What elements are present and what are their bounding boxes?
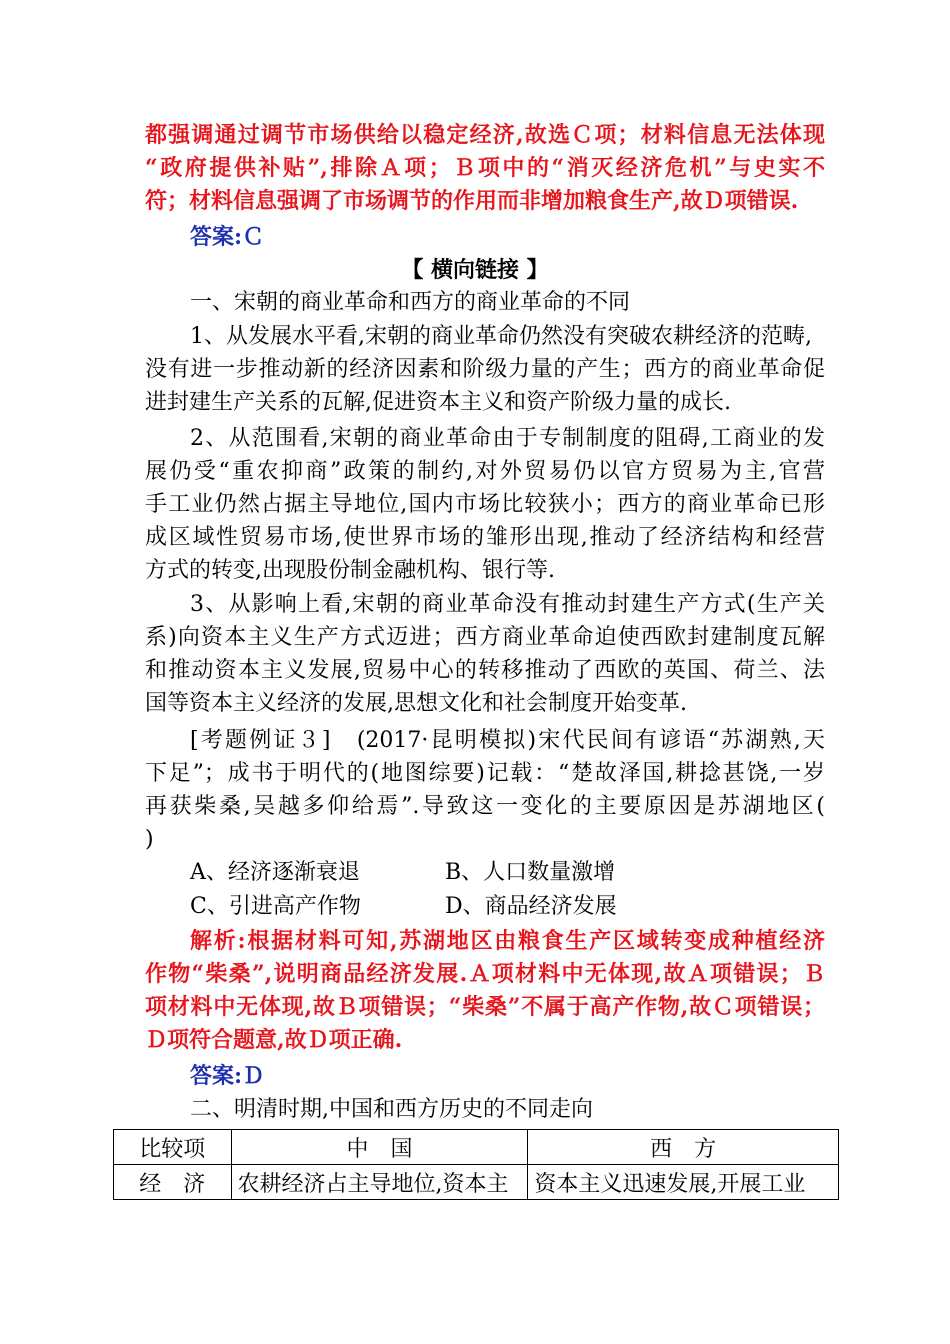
option-a: A、经济逐渐衰退 bbox=[190, 860, 360, 885]
section-title: 【 横向链接 】 bbox=[401, 257, 549, 283]
heading-1: 一、宋朝的商业革命和西方的商业革命的不同 bbox=[190, 290, 631, 315]
table-header-cell: 西 方 bbox=[528, 1130, 839, 1165]
paragraph-line: 和推动资本主义发展,贸易中心的转移推动了西欧的英国、荷兰、法 bbox=[145, 658, 825, 683]
question-line: 再获柴桑,吴越多仰给焉”.导致这一变化的主要原因是苏湖地区( bbox=[145, 794, 825, 819]
table-header-cell: 比较项 bbox=[114, 1130, 232, 1165]
option-d: D、商品经济发展 bbox=[445, 894, 617, 919]
paragraph-line: 成区域性贸易市场,使世界市场的雏形出现,推动了经济结构和经营 bbox=[145, 525, 825, 550]
paragraph-line: 1、从发展水平看,宋朝的商业革命仍然没有突破农耕经济的范畴, bbox=[190, 324, 812, 349]
paragraph-line: 3、从影响上看,宋朝的商业革命没有推动封建生产方式(生产关 bbox=[190, 592, 825, 617]
table-header-cell: 中 国 bbox=[231, 1130, 528, 1165]
heading-2: 二、明清时期,中国和西方历史的不同走向 bbox=[190, 1097, 593, 1122]
analysis-line: 解析:根据材料可知,苏湖地区由粮食生产区域转变成种植经济 bbox=[190, 928, 825, 954]
answer-label: 答案:Ｃ bbox=[190, 224, 265, 250]
question-line: [考题例证３] (2017·昆明模拟)宋代民间有谚语“苏湖熟,天 bbox=[190, 728, 825, 753]
paragraph-line: 进封建生产关系的瓦解,促进资本主义和资产阶级力量的成长. bbox=[145, 390, 731, 415]
analysis-line: 都强调通过调节市场供给以稳定经济,故选Ｃ项；材料信息无法体现 bbox=[145, 122, 825, 148]
table-cell: 经 济 bbox=[114, 1165, 232, 1200]
table-cell: 农耕经济占主导地位,资本主 bbox=[231, 1165, 528, 1200]
paragraph-line: 没有进一步推动新的经济因素和阶级力量的产生；西方的商业革命促 bbox=[145, 357, 825, 382]
analysis-line: 作物“柴桑”,说明商品经济发展.Ａ项材料中无体现,故Ａ项错误；Ｂ bbox=[145, 961, 825, 987]
paragraph-line: 国等资本主义经济的发展,思想文化和社会制度开始变革. bbox=[145, 691, 687, 716]
table-header-row bbox=[114, 1130, 839, 1165]
answer-label: 答案:Ｄ bbox=[190, 1063, 265, 1089]
analysis-line: Ｄ项符合题意,故Ｄ项正确. bbox=[145, 1027, 403, 1053]
question-line: ) bbox=[145, 827, 154, 852]
option-b: B、人口数量激增 bbox=[445, 860, 616, 885]
question-line: 下足”；成书于明代的(地图综要)记载：“楚故泽国,耕捻甚饶,一岁 bbox=[145, 761, 825, 786]
paragraph-line: 系)向资本主义生产方式迈进；西方商业革命迫使西欧封建制度瓦解 bbox=[145, 625, 825, 650]
paragraph-line: 2、从范围看,宋朝的商业革命由于专制制度的阻碍,工商业的发 bbox=[190, 426, 825, 451]
paragraph-line: 手工业仍然占据主导地位,国内市场比较狭小；西方的商业革命已形 bbox=[145, 492, 825, 517]
comparison-table bbox=[113, 1129, 839, 1200]
table-cell: 资本主义迅速发展,开展工业 bbox=[528, 1165, 839, 1200]
analysis-line: 项材料中无体现,故Ｂ项错误；“柴桑”不属于高产作物,故Ｃ项错误； bbox=[145, 994, 825, 1020]
analysis-line: 符；材料信息强调了市场调节的作用而非增加粮食生产,故Ｄ项错误. bbox=[145, 188, 799, 214]
option-c: C、引进高产作物 bbox=[190, 894, 361, 919]
paragraph-line: 方式的转变,出现股份制金融机构、银行等. bbox=[145, 558, 555, 583]
paragraph-line: 展仍受“重农抑商”政策的制约,对外贸易仍以官方贸易为主,官营 bbox=[145, 459, 825, 484]
table-row bbox=[114, 1165, 839, 1200]
analysis-line: “政府提供补贴”,排除Ａ项；Ｂ项中的“消灭经济危机”与史实不 bbox=[145, 155, 825, 181]
